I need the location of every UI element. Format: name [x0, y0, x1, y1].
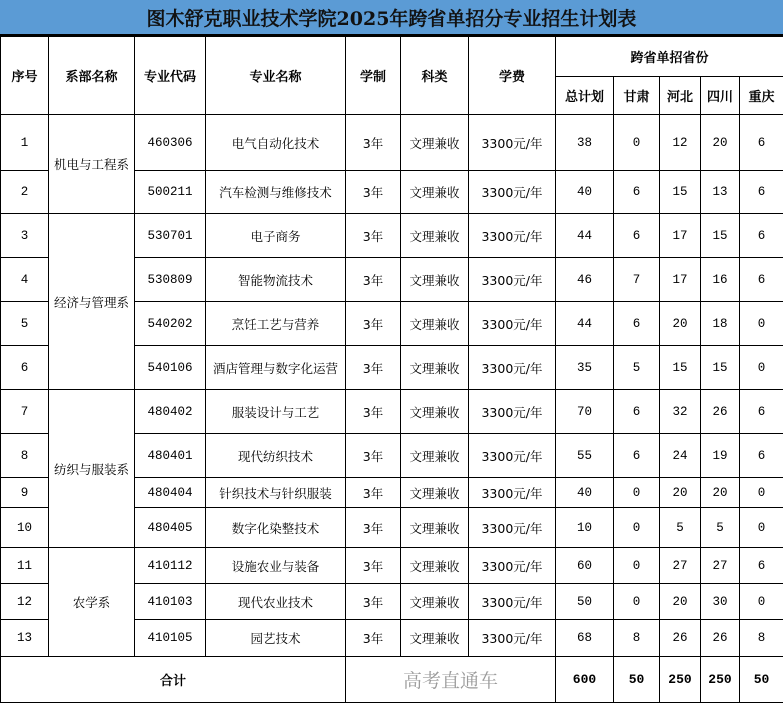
cell-gansu: 0 [614, 508, 660, 548]
cell-total: 50 [556, 584, 614, 620]
cell-category: 文理兼收 [401, 302, 469, 346]
cell-gansu: 0 [614, 548, 660, 584]
cell-major: 现代农业技术 [206, 584, 346, 620]
cell-code: 410103 [135, 584, 206, 620]
table-row [1, 115, 783, 171]
cell-seq: 9 [1, 478, 49, 508]
cell-total: 70 [556, 390, 614, 434]
cell-major: 服装设计与工艺 [206, 390, 346, 434]
cell-major: 园艺技术 [206, 620, 346, 657]
cell-gansu: 6 [614, 171, 660, 214]
cell-chongqing: 0 [740, 302, 783, 346]
cell-total: 60 [556, 548, 614, 584]
cell-code: 410112 [135, 548, 206, 584]
cell-dept: 经济与管理系 [49, 214, 135, 390]
cell-gansu: 5 [614, 346, 660, 390]
header-major: 专业名称 [206, 37, 346, 115]
cell-fee: 3300元/年 [469, 214, 556, 258]
cell-total: 68 [556, 620, 614, 657]
cell-duration: 3年 [346, 478, 401, 508]
cell-fee: 3300元/年 [469, 258, 556, 302]
cell-major: 汽车检测与维修技术 [206, 171, 346, 214]
cell-seq: 5 [1, 302, 49, 346]
cell-code: 500211 [135, 171, 206, 214]
cell-category: 文理兼收 [401, 214, 469, 258]
cell-hebei: 27 [660, 548, 701, 584]
cell-sichuan: 30 [701, 584, 740, 620]
cell-sichuan: 13 [701, 171, 740, 214]
cell-category: 文理兼收 [401, 620, 469, 657]
cell-sichuan: 5 [701, 508, 740, 548]
cell-total: 44 [556, 302, 614, 346]
cell-fee: 3300元/年 [469, 508, 556, 548]
cell-chongqing: 6 [740, 434, 783, 478]
cell-hebei: 17 [660, 214, 701, 258]
header-category: 科类 [401, 37, 469, 115]
cell-chongqing: 6 [740, 258, 783, 302]
cell-dept: 农学系 [49, 548, 135, 657]
totals-label: 合计 [1, 657, 346, 703]
cell-category: 文理兼收 [401, 508, 469, 548]
cell-seq: 4 [1, 258, 49, 302]
cell-code: 480401 [135, 434, 206, 478]
cell-total: 35 [556, 346, 614, 390]
cell-duration: 3年 [346, 548, 401, 584]
cell-chongqing: 8 [740, 620, 783, 657]
cell-category: 文理兼收 [401, 548, 469, 584]
cell-duration: 3年 [346, 346, 401, 390]
cell-chongqing: 6 [740, 214, 783, 258]
table-row [1, 390, 783, 434]
cell-fee: 3300元/年 [469, 434, 556, 478]
header-code: 专业代码 [135, 37, 206, 115]
cell-seq: 12 [1, 584, 49, 620]
cell-category: 文理兼收 [401, 390, 469, 434]
cell-sichuan: 26 [701, 620, 740, 657]
cell-sichuan: 18 [701, 302, 740, 346]
cell-fee: 3300元/年 [469, 584, 556, 620]
cell-chongqing: 0 [740, 584, 783, 620]
header-total: 总计划 [556, 77, 614, 115]
cell-dept: 机电与工程系 [49, 115, 135, 214]
cell-seq: 11 [1, 548, 49, 584]
totals-gansu: 50 [614, 657, 660, 703]
cell-total: 40 [556, 171, 614, 214]
cell-seq: 8 [1, 434, 49, 478]
cell-gansu: 0 [614, 478, 660, 508]
cell-dept: 纺织与服装系 [49, 390, 135, 548]
cell-major: 电子商务 [206, 214, 346, 258]
header-provinces: 跨省单招省份 [556, 37, 783, 77]
cell-duration: 3年 [346, 115, 401, 171]
cell-sichuan: 27 [701, 548, 740, 584]
cell-total: 40 [556, 478, 614, 508]
cell-sichuan: 15 [701, 214, 740, 258]
cell-gansu: 0 [614, 584, 660, 620]
cell-fee: 3300元/年 [469, 346, 556, 390]
cell-sichuan: 26 [701, 390, 740, 434]
cell-gansu: 6 [614, 434, 660, 478]
cell-duration: 3年 [346, 214, 401, 258]
cell-seq: 10 [1, 508, 49, 548]
cell-hebei: 17 [660, 258, 701, 302]
cell-gansu: 8 [614, 620, 660, 657]
table-title: 图木舒克职业技术学院2025年跨省单招分专业招生计划表 [0, 0, 783, 36]
cell-code: 480402 [135, 390, 206, 434]
cell-fee: 3300元/年 [469, 620, 556, 657]
cell-chongqing: 0 [740, 478, 783, 508]
cell-duration: 3年 [346, 434, 401, 478]
cell-duration: 3年 [346, 302, 401, 346]
cell-hebei: 24 [660, 434, 701, 478]
cell-hebei: 5 [660, 508, 701, 548]
cell-duration: 3年 [346, 171, 401, 214]
cell-code: 410105 [135, 620, 206, 657]
cell-code: 480405 [135, 508, 206, 548]
cell-gansu: 0 [614, 115, 660, 171]
cell-gansu: 7 [614, 258, 660, 302]
cell-fee: 3300元/年 [469, 478, 556, 508]
cell-chongqing: 6 [740, 390, 783, 434]
cell-fee: 3300元/年 [469, 115, 556, 171]
cell-total: 38 [556, 115, 614, 171]
cell-hebei: 26 [660, 620, 701, 657]
cell-chongqing: 0 [740, 346, 783, 390]
cell-hebei: 20 [660, 478, 701, 508]
cell-total: 10 [556, 508, 614, 548]
table-row [1, 214, 783, 258]
cell-duration: 3年 [346, 508, 401, 548]
cell-sichuan: 20 [701, 115, 740, 171]
cell-gansu: 6 [614, 214, 660, 258]
cell-seq: 7 [1, 390, 49, 434]
cell-hebei: 32 [660, 390, 701, 434]
cell-major: 现代纺织技术 [206, 434, 346, 478]
cell-category: 文理兼收 [401, 346, 469, 390]
cell-category: 文理兼收 [401, 115, 469, 171]
totals-sichuan: 250 [701, 657, 740, 703]
cell-gansu: 6 [614, 390, 660, 434]
cell-seq: 6 [1, 346, 49, 390]
cell-duration: 3年 [346, 584, 401, 620]
cell-hebei: 20 [660, 302, 701, 346]
cell-seq: 1 [1, 115, 49, 171]
cell-major: 烹饪工艺与营养 [206, 302, 346, 346]
cell-hebei: 15 [660, 346, 701, 390]
cell-code: 540202 [135, 302, 206, 346]
enrollment-plan-table [0, 36, 783, 703]
cell-code: 530809 [135, 258, 206, 302]
cell-hebei: 15 [660, 171, 701, 214]
cell-major: 设施农业与装备 [206, 548, 346, 584]
cell-category: 文理兼收 [401, 584, 469, 620]
cell-chongqing: 6 [740, 115, 783, 171]
totals-chongqing: 50 [740, 657, 783, 703]
cell-code: 530701 [135, 214, 206, 258]
header-dept: 系部名称 [49, 37, 135, 115]
cell-category: 文理兼收 [401, 478, 469, 508]
cell-major: 数字化染整技术 [206, 508, 346, 548]
watermark: 高考直通车 [346, 657, 556, 703]
cell-fee: 3300元/年 [469, 390, 556, 434]
cell-fee: 3300元/年 [469, 171, 556, 214]
cell-chongqing: 6 [740, 171, 783, 214]
cell-gansu: 6 [614, 302, 660, 346]
cell-major: 针织技术与针织服装 [206, 478, 346, 508]
cell-major: 智能物流技术 [206, 258, 346, 302]
cell-duration: 3年 [346, 258, 401, 302]
header-hebei: 河北 [660, 77, 701, 115]
cell-duration: 3年 [346, 620, 401, 657]
header-seq: 序号 [1, 37, 49, 115]
cell-total: 44 [556, 214, 614, 258]
header-fee: 学费 [469, 37, 556, 115]
header-sichuan: 四川 [701, 77, 740, 115]
cell-code: 460306 [135, 115, 206, 171]
table-row [1, 548, 783, 584]
cell-seq: 2 [1, 171, 49, 214]
header-gansu: 甘肃 [614, 77, 660, 115]
cell-total: 55 [556, 434, 614, 478]
cell-total: 46 [556, 258, 614, 302]
cell-sichuan: 16 [701, 258, 740, 302]
cell-seq: 13 [1, 620, 49, 657]
cell-category: 文理兼收 [401, 434, 469, 478]
cell-sichuan: 20 [701, 478, 740, 508]
cell-chongqing: 0 [740, 508, 783, 548]
cell-category: 文理兼收 [401, 258, 469, 302]
cell-fee: 3300元/年 [469, 302, 556, 346]
cell-code: 480404 [135, 478, 206, 508]
cell-duration: 3年 [346, 390, 401, 434]
cell-major: 电气自动化技术 [206, 115, 346, 171]
cell-hebei: 20 [660, 584, 701, 620]
totals-total: 600 [556, 657, 614, 703]
cell-sichuan: 19 [701, 434, 740, 478]
cell-code: 540106 [135, 346, 206, 390]
cell-fee: 3300元/年 [469, 548, 556, 584]
cell-sichuan: 15 [701, 346, 740, 390]
header-chongqing: 重庆 [740, 77, 783, 115]
cell-major: 酒店管理与数字化运营 [206, 346, 346, 390]
header-duration: 学制 [346, 37, 401, 115]
cell-seq: 3 [1, 214, 49, 258]
cell-chongqing: 6 [740, 548, 783, 584]
cell-hebei: 12 [660, 115, 701, 171]
cell-category: 文理兼收 [401, 171, 469, 214]
totals-hebei: 250 [660, 657, 701, 703]
